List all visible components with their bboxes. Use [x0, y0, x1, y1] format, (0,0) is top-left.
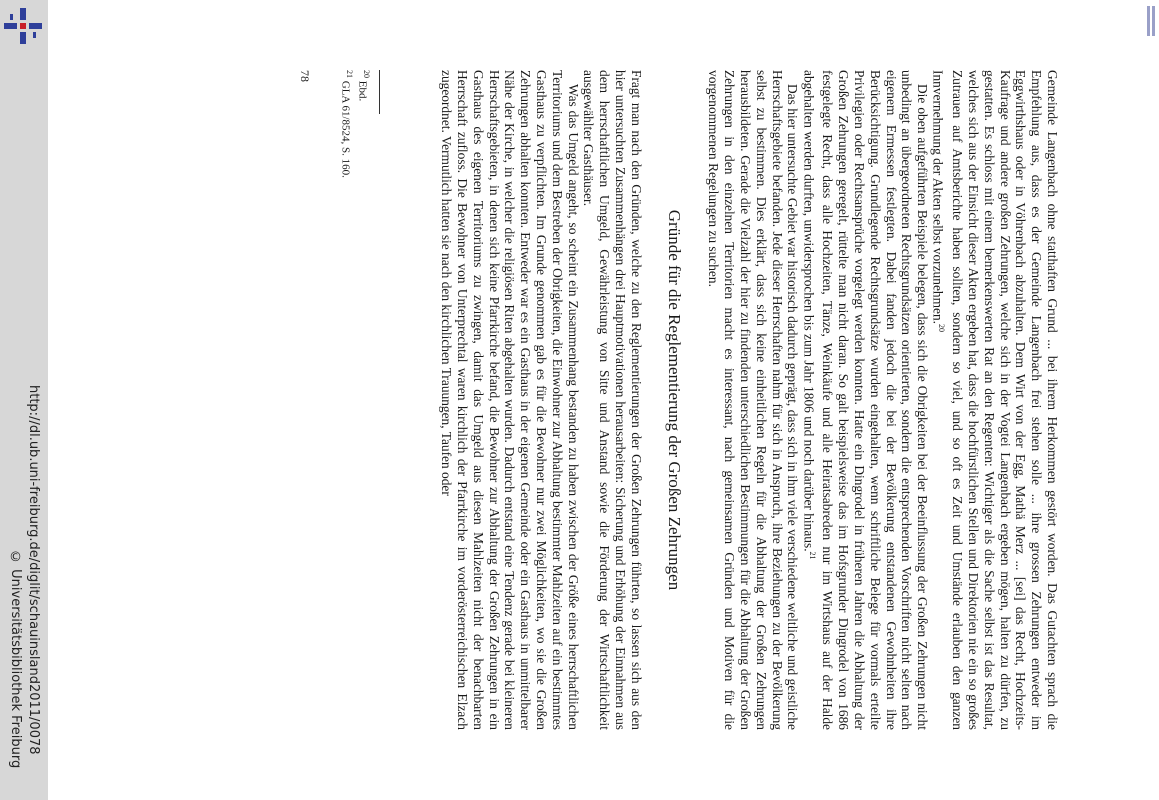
footnote [356, 70, 374, 730]
paragraph [930, 70, 1060, 730]
section-heading: Gründe für die Reglementierung der Großen Zehrungen [664, 209, 684, 591]
paragraph: Was das Umgeld angeht, so scheint ein Zusammenhang bestanden zu haben zwischen der Größe eines herrschaftlichen Territoriums und dem Bestreben der Obrigkeiten, die Einwohner zur Abhaltung bestimmter Mahlzeiten auf ein bestimmtes Gasthaus zu verpflichten. Im Grunde genommen gab es für die Bewohner nur zwei Möglichkeiten, wo sie die Großen Zehrungen abhalten konnten. Entweder war es ein Gasthaus in der eigenen Gemeinde oder ein Gasthaus in unmittelbarer Nähe der Kirche, in welcher die religiösen Riten abgehalten wurden. Dadurch entstand eine Tendenz gerade bei kleineren Herrschaftsgebieten, in denen sich keine Pfarrkirche befand, die Bewohner zur Abhaltung der Großen Zehrungen in ein Gasthaus des eigenen Territoriums zu zwingen, damit das Umgeld aus diesen Mahlzeiten nicht der benachbarten Herrschaft zufloss. Die Bewohner von Unterprechtal waren kirchlich der Pfarrkirche im vorderösterreichischen Elzach zugeordnet. Vermutlich hatten sie nach den kirchlichen Trauungen, Taufen oder [439, 70, 581, 730]
footnote-number: 21 [344, 70, 354, 78]
footnote-ref: 20 [937, 323, 947, 332]
footnotes [338, 70, 380, 730]
ub-freiburg-logo-icon [4, 6, 42, 46]
footnote-ref: 21 [807, 551, 817, 560]
scanned-page [100, 70, 1060, 730]
corner-mark-icon [1145, 0, 1157, 40]
footnote-text: Ebd. [356, 80, 369, 102]
footnote-rule [379, 70, 380, 114]
paragraph-text: Gemeinde Langenbach ohne statthaften Grund ... bei ihrem Herkommen gestört worden. Das Gutachten sprach die Empfehlung aus, dass es der Gemeinde Langenbach frei stehen solle ... ihre grossen Zehrungen entweder im Eggwirthshaus oder in Vöhrenbach abzuhalten. Dem Wirt von der Egg, Mathä Merz ... [sei] das Recht, Hochzeits- Kaufrage und andere großen Zehrungen, welche sich in der Vogtei Langenbach ergeben mögen, halten zu dürfen, zu gestatten. Es schloss mit einem bemerkenswerten Rat an den Regenten: Wichtiger als die Sache selbst ist das Resultat, welches sich aus der Einsicht dieser Akten ergeben hat, dass die hochfürstlichen Stellen und Direktorien nie ein so großes Zutrauen auf Amtsberichte haben sollten, sondern so viel, und so oft es Zeit und Umstände erlauben den ganzen Innvernehmung der Akten selbst vorzunehmen. [930, 70, 1060, 730]
page-number: 78 [298, 70, 313, 82]
footnote-number: 20 [362, 70, 372, 78]
paragraph: Fragt man nach den Gründen, welche zu den Reglementierungen der Großen Zehrungen führten, so lassen sich aus den hier untersuchten Zusammenhängen drei Hauptmotivationen herausarbeiten: Sicherung und Erhöhung der Einnahmen aus dem herrschaftlichen Umgeld, Gewährleistung von Sitte und Anstand sowie die Förderung der Wirtschaftlichkeit ausgewählter Gasthäuser. [581, 70, 644, 730]
document-url[interactable]: http://dl.ub.uni-freiburg.de/diglit/schauinsland2011/0078 [26, 385, 41, 755]
copyright-notice: © Universitätsbibliothek Freiburg [8, 550, 23, 769]
footnote-text: GLA 61/8524, S. 160. [339, 80, 352, 178]
paragraph-text: Die oben aufgeführten Beispiele belegen, dass sich die Obrigkeiten bei der Beeinflussung der Großen Zehrungen nicht unbedingt an übergeordneten Rechtsgrundsätzen orientierten, sondern die entsprechenden Vorschriften nicht selten nach eigenem Ermessen festlegten. Dabei fanden jedoch die bei der Bevölkerung entstandenen Gewohnheiten ihre Berücksichtigung. Grundlegende Rechtsgrundsätze wurden eingehalten, wenn schriftliche Belege für vormals erteilte Privilegien oder Rechtsansprüche vorgelegt werden konnten. Hatte ein Dingrodel in früheren Jahren die Abhaltung der Großen Zehrungen geregelt, rüttelte man nicht daran. So galt beispielsweise das im Hofsgrunder Dingrodel von 1686 festgelegte Recht, dass alle Hochzeiten, Tänze, Weinkäufe und alle Heiratsabreden nur im Wirtshaus auf der Halde abgehalten werden durften, unwidersprochen bis zum Jahr 1806 und noch darüber hinaus. [801, 70, 931, 730]
paragraph: Das hier untersuchte Gebiet war historisch dadurch geprägt, dass sich in ihm viele verschiedene weltliche und geistliche Herrschaftsgebiete befanden. Jede dieser Herrschaften nahm für sich in Anspruch, ihre Beziehungen zu der Bevölkerung selbst zu bestimmen. Dies erklärt, dass sich keine einheitlichen Regeln für die Abhaltung der Großen Zehrungen herausbildeten. Gerade die Vielzahl der hier zu findenden unterschiedlichen Bestimmungen für die Abhaltung der Großen Zehrungen in den einzelnen Territorien macht es interessant, nach gemeinsamen Gründen und Motiven für die vorgenommenen Regelungen zu suchen. [706, 70, 801, 730]
footnote [338, 70, 356, 730]
paragraph [800, 70, 930, 730]
